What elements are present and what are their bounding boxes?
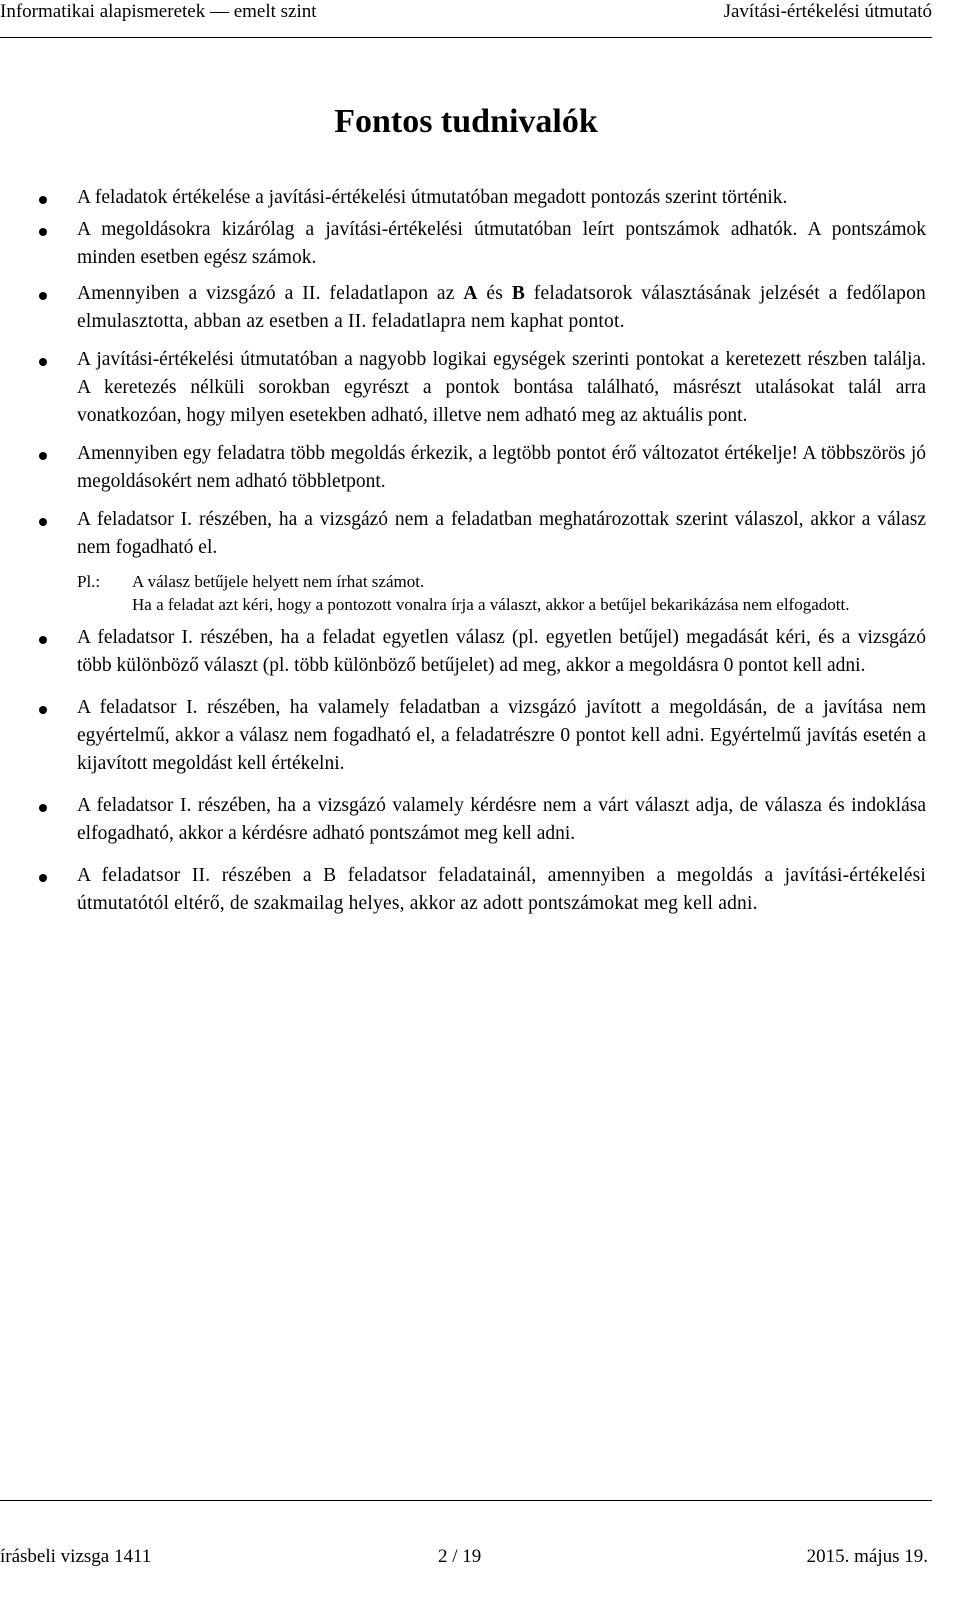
list-item: [0, 346, 926, 430]
bullet-icon: [39, 706, 47, 714]
example-block: [77, 570, 926, 616]
bullet-icon: [39, 636, 47, 644]
bullet-icon: [39, 874, 47, 882]
notes-list: [0, 184, 926, 918]
note-text: A feladatsor I. részében, ha valamely feladatban a vizsgázó javított a megoldásán, de a javítása nem egyértelmű, akkor a válasz nem fogadható el, a feladatrészre 0 pontot kell adni. Egyértelmű javítás esetén a kijavított megoldást kell értékelni.: [77, 697, 926, 774]
note-bold-a: A: [463, 283, 478, 304]
list-item: [0, 280, 926, 336]
bullet-icon: [39, 358, 47, 366]
footer-date: 2015. május 19.: [806, 1546, 928, 1567]
page-number: 2 / 19: [438, 1546, 482, 1567]
footer-divider: [0, 1500, 932, 1501]
note-text: A feladatsor I. részében, ha a vizsgázó nem a feladatban meghatározottak szerint válaszol, akkor a válasz nem fogadható el.: [77, 509, 926, 558]
note-text: A feladatsor I. részében, ha a vizsgázó valamely kérdésre nem a várt választ adja, de válasza és indoklása elfogadható, akkor a kérdésre adható pontszámot meg kell adni.: [77, 795, 926, 844]
list-item: [0, 506, 926, 616]
bullet-icon: [39, 228, 47, 236]
header-divider: [0, 37, 932, 38]
note-text: A feladatsor I. részében, ha a feladat egyetlen válasz (pl. egyetlen betűjel) megadását kéri, és a vizsgázó több különböző választ (pl. több különböző betűjelet) ad meg, akkor a megoldásra 0 pontot kell adni.: [77, 627, 926, 676]
note-text: A javítási-értékelési útmutatóban a nagyobb logikai egységek szerinti pontokat a keretezett részben találja. A keretezés nélküli sorokban egyrészt a pontok bontása található, másrészt utalásokat talál arra vonatkozóan, hogy milyen esetekben adható, illetve nem adható meg az aktuális pont.: [77, 349, 926, 426]
list-item: [0, 624, 926, 680]
list-item: [0, 216, 926, 272]
bullet-icon: [39, 804, 47, 812]
note-text: A feladatsor II. részében a B feladatsor feladatainál, amennyiben a megoldás a javítási-értékelési útmutatótól eltérő, de szakmailag helyes, akkor az adott pontszámokat meg kell adni.: [77, 865, 926, 914]
note-bold-b: B: [511, 283, 526, 304]
bullet-icon: [39, 196, 47, 204]
note-text-middle: és: [477, 283, 512, 304]
bullet-icon: [39, 292, 47, 300]
bullet-icon: [39, 518, 47, 526]
note-text: Amennyiben egy feladatra több megoldás érkezik, a legtöbb pontot érő változatot értékelje! A többszörös jó megoldásokért nem adható többletpont.: [77, 443, 926, 492]
footer-exam-id: írásbeli vizsga 1411: [0, 1546, 152, 1567]
example-line-2: Ha a feladat azt kéri, hogy a pontozott vonalra írja a választ, akkor a betűjel bekarikázása nem elfogadott.: [132, 595, 850, 614]
list-item: [0, 792, 926, 848]
note-text: A megoldásokra kizárólag a javítási-értékelési útmutatóban leírt pontszámok adhatók. A pontszámok minden esetben egész számok.: [77, 219, 926, 268]
note-text: A feladatok értékelése a javítási-értékelési útmutatóban megadott pontozás szerint történik.: [77, 187, 788, 208]
list-item: [0, 862, 926, 918]
note-text-before: Amennyiben a vizsgázó a II. feladatlapon az: [77, 283, 464, 304]
page-title: Fontos tudnivalók: [334, 103, 598, 140]
page-header: [0, 0, 960, 40]
example-label: Pl.:: [77, 572, 101, 591]
list-item: [0, 184, 926, 212]
note-text-after: feladatsorok választásának jelzését a fedőlapon elmulasztotta, abban az esetben a II. feladatlapra nem kaphat pontot.: [77, 283, 926, 332]
list-item: [0, 694, 926, 778]
list-item: [0, 440, 926, 496]
notes-section: [0, 184, 926, 918]
header-document-type: Javítási-értékelési útmutató: [723, 1, 932, 22]
header-subject: Informatikai alapismeretek — emelt szint: [0, 1, 317, 22]
example-line-1: A válasz betűjele helyett nem írhat számot.: [132, 572, 425, 591]
bullet-icon: [39, 452, 47, 460]
